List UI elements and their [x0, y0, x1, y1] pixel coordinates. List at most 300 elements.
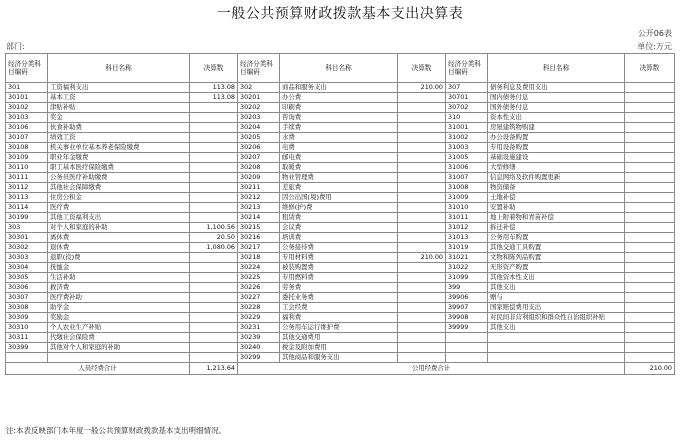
name-cell: 专用燃料费: [280, 273, 398, 283]
amount-cell: [190, 123, 238, 133]
header-name: 科目名称: [48, 54, 190, 83]
name-cell: 委托业务费: [280, 293, 398, 303]
code-cell: 30310: [6, 323, 48, 333]
footnote: 注:本表反映部门本年度一般公共预算财政拨款基本支出明细情况。: [6, 426, 227, 435]
code-cell: 31021: [446, 253, 488, 263]
name-cell: 办公设备购置: [488, 133, 625, 143]
name-cell: 对民间非营利组织和群众性自治组织补贴: [488, 313, 625, 323]
code-cell: 30113: [6, 193, 48, 203]
code-cell: 30302: [6, 243, 48, 253]
amount-cell: [398, 163, 446, 173]
header-code: 经济分类科目编码: [446, 54, 488, 83]
name-cell: 电费: [280, 143, 398, 153]
header-code: 经济分类科目编码: [6, 54, 48, 83]
name-cell: 基本工资: [48, 93, 190, 103]
amount-cell: [190, 183, 238, 193]
code-cell: 31005: [446, 153, 488, 163]
table-row: [6, 133, 675, 143]
name-cell: 物业管理费: [280, 173, 398, 183]
name-cell: 公务接待费: [280, 243, 398, 253]
amount-cell: [625, 353, 675, 363]
amount-cell: [625, 83, 675, 93]
amount-cell: 20.50: [190, 233, 238, 243]
code-cell: [446, 353, 488, 363]
code-cell: 399: [446, 283, 488, 293]
code-cell: 30206: [238, 143, 280, 153]
table-row: [6, 223, 675, 233]
name-cell: 其他社会保障缴费: [48, 183, 190, 193]
table-row: [6, 343, 675, 353]
expenditure-table: [5, 53, 675, 375]
name-cell: 印刷费: [280, 103, 398, 113]
code-cell: 30107: [6, 133, 48, 143]
code-cell: 30205: [238, 133, 280, 143]
table-row: [6, 93, 675, 103]
code-cell: 30231: [238, 323, 280, 333]
code-cell: 30199: [6, 213, 48, 223]
amount-cell: [625, 213, 675, 223]
name-cell: 商品和服务支出: [280, 83, 398, 93]
code-cell: 31022: [446, 263, 488, 273]
code-cell: 30108: [6, 143, 48, 153]
code-cell: 30229: [238, 313, 280, 323]
amount-cell: [625, 323, 675, 333]
name-cell: 资本性支出: [488, 113, 625, 123]
name-cell: 文物和陈列品购置: [488, 253, 625, 263]
amount-cell: [625, 243, 675, 253]
code-cell: 30208: [238, 163, 280, 173]
amount-cell: [625, 93, 675, 103]
name-cell: 租赁费: [280, 213, 398, 223]
amount-cell: [398, 203, 446, 213]
amount-cell: [190, 163, 238, 173]
amount-cell: [190, 313, 238, 323]
amount-cell: [625, 173, 675, 183]
code-cell: 30212: [238, 193, 280, 203]
amount-cell: [625, 193, 675, 203]
header-code: 经济分类科目编码: [238, 54, 280, 83]
code-cell: 30114: [6, 203, 48, 213]
name-cell: 被装购置费: [280, 263, 398, 273]
table-row: [6, 353, 675, 363]
name-cell: 培训费: [280, 233, 398, 243]
table-row: [6, 313, 675, 323]
code-cell: 31006: [446, 163, 488, 173]
code-cell: 30103: [6, 113, 48, 123]
amount-cell: [398, 113, 446, 123]
name-cell: 邮电费: [280, 153, 398, 163]
name-cell: 工会经费: [280, 303, 398, 313]
amount-cell: [398, 233, 446, 243]
table-row: [6, 143, 675, 153]
code-cell: 30215: [238, 223, 280, 233]
name-cell: 退休费: [48, 243, 190, 253]
code-cell: 30201: [238, 93, 280, 103]
code-cell: 30207: [238, 153, 280, 163]
name-cell: 其他支出: [488, 283, 625, 293]
code-cell: 30203: [238, 113, 280, 123]
table-row: [6, 83, 675, 93]
code-cell: 30309: [6, 313, 48, 323]
table-row: [6, 173, 675, 183]
page-title: 一般公共预算财政拨款基本支出决算表: [216, 6, 464, 22]
name-cell: 公务员医疗补助缴费: [48, 173, 190, 183]
code-cell: 30299: [238, 353, 280, 363]
table-row: [6, 323, 675, 333]
amount-cell: [625, 313, 675, 323]
table-row: [6, 163, 675, 173]
name-cell: [488, 343, 625, 353]
name-cell: 抚恤金: [48, 263, 190, 273]
department-label: 部门:: [6, 42, 25, 51]
name-cell: 医疗费补助: [48, 293, 190, 303]
amount-cell: [190, 303, 238, 313]
name-cell: 职业年金缴费: [48, 153, 190, 163]
code-cell: 30209: [238, 173, 280, 183]
amount-cell: [625, 113, 675, 123]
table-row: [6, 103, 675, 113]
name-cell: 其他交通费用: [280, 333, 398, 343]
amount-cell: [398, 123, 446, 133]
name-cell: 医疗费: [48, 203, 190, 213]
name-cell: [48, 353, 190, 363]
name-cell: 大型修缮: [488, 163, 625, 173]
form-number: 公开06表: [637, 29, 672, 38]
amount-cell: [190, 283, 238, 293]
code-cell: 31012: [446, 223, 488, 233]
header-amount: 决算数: [190, 54, 238, 83]
amount-cell: [398, 103, 446, 113]
header-amount: 决算数: [625, 54, 675, 83]
table-row: [6, 283, 675, 293]
amount-cell: [398, 343, 446, 353]
table-row: [6, 303, 675, 313]
table-row: [6, 263, 675, 273]
amount-cell: [398, 133, 446, 143]
code-cell: 31007: [446, 173, 488, 183]
name-cell: 职工基本医疗保险缴费: [48, 163, 190, 173]
code-cell: [446, 333, 488, 343]
amount-cell: [398, 223, 446, 233]
amount-cell: [625, 343, 675, 353]
code-cell: 30227: [238, 293, 280, 303]
code-cell: 30303: [6, 253, 48, 263]
code-cell: 31010: [446, 203, 488, 213]
amount-cell: [625, 283, 675, 293]
amount-cell: [398, 353, 446, 363]
amount-cell: 1,080.06: [190, 243, 238, 253]
name-cell: 赠与: [488, 293, 625, 303]
code-cell: 31011: [446, 213, 488, 223]
code-cell: 31001: [446, 123, 488, 133]
amount-cell: [398, 213, 446, 223]
amount-cell: [190, 203, 238, 213]
amount-cell: [625, 163, 675, 173]
code-cell: 30109: [6, 153, 48, 163]
amount-cell: [398, 183, 446, 193]
code-cell: 30239: [238, 333, 280, 343]
code-cell: 30240: [238, 343, 280, 353]
amount-cell: [625, 253, 675, 263]
table-row: [6, 123, 675, 133]
amount-cell: [625, 143, 675, 153]
code-cell: 30217: [238, 243, 280, 253]
amount-cell: [625, 223, 675, 233]
name-cell: 其他工资福利支出: [48, 213, 190, 223]
name-cell: 税金及附加费用: [280, 343, 398, 353]
amount-cell: 113.08: [190, 93, 238, 103]
amount-cell: [190, 353, 238, 363]
code-cell: 30102: [6, 103, 48, 113]
name-cell: 公务用车运行维护费: [280, 323, 398, 333]
name-cell: 退职(役)费: [48, 253, 190, 263]
public-total-label: 公用经费合计: [238, 363, 625, 375]
amount-cell: [398, 193, 446, 203]
name-cell: [488, 353, 625, 363]
code-cell: 30228: [238, 303, 280, 313]
amount-cell: [625, 183, 675, 193]
table-row: [6, 333, 675, 343]
code-cell: 30301: [6, 233, 48, 243]
name-cell: 公务用车购置: [488, 233, 625, 243]
name-cell: 绩效工资: [48, 133, 190, 143]
amount-cell: [625, 303, 675, 313]
amount-cell: [625, 273, 675, 283]
amount-cell: [190, 263, 238, 273]
code-cell: 301: [6, 83, 48, 93]
code-cell: [6, 353, 48, 363]
name-cell: 生活补助: [48, 273, 190, 283]
amount-cell: [625, 333, 675, 343]
amount-cell: [398, 93, 446, 103]
code-cell: 39908: [446, 313, 488, 323]
code-cell: 30214: [238, 213, 280, 223]
name-cell: 债务利息及费用支出: [488, 83, 625, 93]
amount-cell: [625, 153, 675, 163]
code-cell: 31013: [446, 233, 488, 243]
table-row: [6, 113, 675, 123]
name-cell: 维修(护)费: [280, 203, 398, 213]
table-row: [6, 203, 675, 213]
amount-cell: [190, 273, 238, 283]
name-cell: 住房公积金: [48, 193, 190, 203]
code-cell: 30307: [6, 293, 48, 303]
code-cell: 31002: [446, 133, 488, 143]
amount-cell: [625, 103, 675, 113]
name-cell: 因公出国(境)费用: [280, 193, 398, 203]
name-cell: 地上附着物和青苗补偿: [488, 213, 625, 223]
name-cell: 奖金: [48, 113, 190, 123]
code-cell: 30224: [238, 263, 280, 273]
table-row: [6, 193, 675, 203]
code-cell: 30211: [238, 183, 280, 193]
code-cell: 30702: [446, 103, 488, 113]
header-name: 科目名称: [488, 54, 625, 83]
header-name: 科目名称: [280, 54, 398, 83]
name-cell: 国内债务付息: [488, 93, 625, 103]
name-cell: 对个人和家庭的补助: [48, 223, 190, 233]
name-cell: 个人农业生产补贴: [48, 323, 190, 333]
name-cell: 助学金: [48, 303, 190, 313]
code-cell: 30202: [238, 103, 280, 113]
name-cell: 伙食补助费: [48, 123, 190, 133]
personnel-total-label: 人员经费合计: [6, 363, 190, 375]
name-cell: 救济费: [48, 283, 190, 293]
name-cell: 土地补偿: [488, 193, 625, 203]
amount-cell: [398, 283, 446, 293]
amount-cell: [625, 123, 675, 133]
code-cell: 30304: [6, 263, 48, 273]
amount-cell: [625, 263, 675, 273]
name-cell: 差旅费: [280, 183, 398, 193]
name-cell: 国家赔偿费用支出: [488, 303, 625, 313]
name-cell: 咨询费: [280, 113, 398, 123]
amount-cell: [190, 103, 238, 113]
name-cell: 代缴社会保险费: [48, 333, 190, 343]
totals-row: [6, 363, 675, 375]
table-row: [6, 293, 675, 303]
name-cell: [488, 333, 625, 343]
amount-cell: [190, 133, 238, 143]
code-cell: 30311: [6, 333, 48, 343]
table-row: [6, 253, 675, 263]
table-row: [6, 243, 675, 253]
amount-cell: [190, 173, 238, 183]
amount-cell: [190, 323, 238, 333]
code-cell: 31009: [446, 193, 488, 203]
amount-cell: [398, 323, 446, 333]
name-cell: 福利费: [280, 313, 398, 323]
name-cell: 其他资本性支出: [488, 273, 625, 283]
amount-cell: [190, 253, 238, 263]
table-row: [6, 273, 675, 283]
name-cell: 国外债务付息: [488, 103, 625, 113]
code-cell: 39906: [446, 293, 488, 303]
table-row: [6, 213, 675, 223]
code-cell: 31008: [446, 183, 488, 193]
name-cell: 其他对个人和家庭的补助: [48, 343, 190, 353]
amount-cell: [398, 243, 446, 253]
code-cell: 31019: [446, 243, 488, 253]
code-cell: 30111: [6, 173, 48, 183]
code-cell: 30305: [6, 273, 48, 283]
amount-cell: [190, 333, 238, 343]
name-cell: 劳务费: [280, 283, 398, 293]
table-row: [6, 233, 675, 243]
amount-cell: [190, 143, 238, 153]
code-cell: 30226: [238, 283, 280, 293]
name-cell: 拆迁补偿: [488, 223, 625, 233]
amount-cell: [190, 193, 238, 203]
code-cell: 30308: [6, 303, 48, 313]
name-cell: 物资储备: [488, 183, 625, 193]
public-total-value: 210.00: [625, 363, 675, 375]
name-cell: 信息网络及软件购置更新: [488, 173, 625, 183]
name-cell: 专用设备购置: [488, 143, 625, 153]
code-cell: 39999: [446, 323, 488, 333]
code-cell: 30101: [6, 93, 48, 103]
code-cell: 31099: [446, 273, 488, 283]
code-cell: 30106: [6, 123, 48, 133]
amount-cell: 210.00: [398, 83, 446, 93]
name-cell: 房屋建筑物购建: [488, 123, 625, 133]
amount-cell: 1,100.56: [190, 223, 238, 233]
header-row: [6, 54, 675, 83]
name-cell: 水费: [280, 133, 398, 143]
code-cell: 30225: [238, 273, 280, 283]
code-cell: 307: [446, 83, 488, 93]
name-cell: 无形资产购置: [488, 263, 625, 273]
name-cell: 其他商品和服务支出: [280, 353, 398, 363]
amount-cell: [398, 333, 446, 343]
code-cell: 30204: [238, 123, 280, 133]
amount-cell: [190, 343, 238, 353]
code-cell: 30306: [6, 283, 48, 293]
code-cell: 30399: [6, 343, 48, 353]
unit-label: 单位:万元: [637, 42, 672, 51]
name-cell: 其他交通工具购置: [488, 243, 625, 253]
amount-cell: [190, 213, 238, 223]
name-cell: 手续费: [280, 123, 398, 133]
amount-cell: [190, 153, 238, 163]
code-cell: 30213: [238, 203, 280, 213]
amount-cell: [398, 293, 446, 303]
code-cell: 30112: [6, 183, 48, 193]
amount-cell: [625, 293, 675, 303]
name-cell: 奖励金: [48, 313, 190, 323]
name-cell: 专用材料费: [280, 253, 398, 263]
amount-cell: 113.08: [190, 83, 238, 93]
amount-cell: [625, 133, 675, 143]
code-cell: 30218: [238, 253, 280, 263]
amount-cell: [398, 143, 446, 153]
code-cell: 30110: [6, 163, 48, 173]
name-cell: 取暖费: [280, 163, 398, 173]
code-cell: 39907: [446, 303, 488, 313]
amount-cell: [398, 303, 446, 313]
code-cell: 302: [238, 83, 280, 93]
amount-cell: [625, 233, 675, 243]
name-cell: 基础设施建设: [488, 153, 625, 163]
personnel-total-value: 1,213.64: [190, 363, 238, 375]
amount-cell: [398, 263, 446, 273]
code-cell: 30701: [446, 93, 488, 103]
table-row: [6, 183, 675, 193]
name-cell: 工资福利支出: [48, 83, 190, 93]
code-cell: [446, 343, 488, 353]
code-cell: 30216: [238, 233, 280, 243]
code-cell: 31003: [446, 143, 488, 153]
header-amount: 决算数: [398, 54, 446, 83]
name-cell: 其他支出: [488, 323, 625, 333]
amount-cell: [190, 293, 238, 303]
name-cell: 会议费: [280, 223, 398, 233]
name-cell: 安置补助: [488, 203, 625, 213]
table-row: [6, 153, 675, 163]
amount-cell: [190, 113, 238, 123]
amount-cell: [398, 313, 446, 323]
code-cell: 310: [446, 113, 488, 123]
amount-cell: 210.00: [398, 253, 446, 263]
name-cell: 机关事业单位基本养老保险缴费: [48, 143, 190, 153]
amount-cell: [398, 273, 446, 283]
name-cell: 津贴补贴: [48, 103, 190, 113]
amount-cell: [625, 203, 675, 213]
amount-cell: [398, 173, 446, 183]
name-cell: 办公费: [280, 93, 398, 103]
amount-cell: [398, 153, 446, 163]
code-cell: 303: [6, 223, 48, 233]
